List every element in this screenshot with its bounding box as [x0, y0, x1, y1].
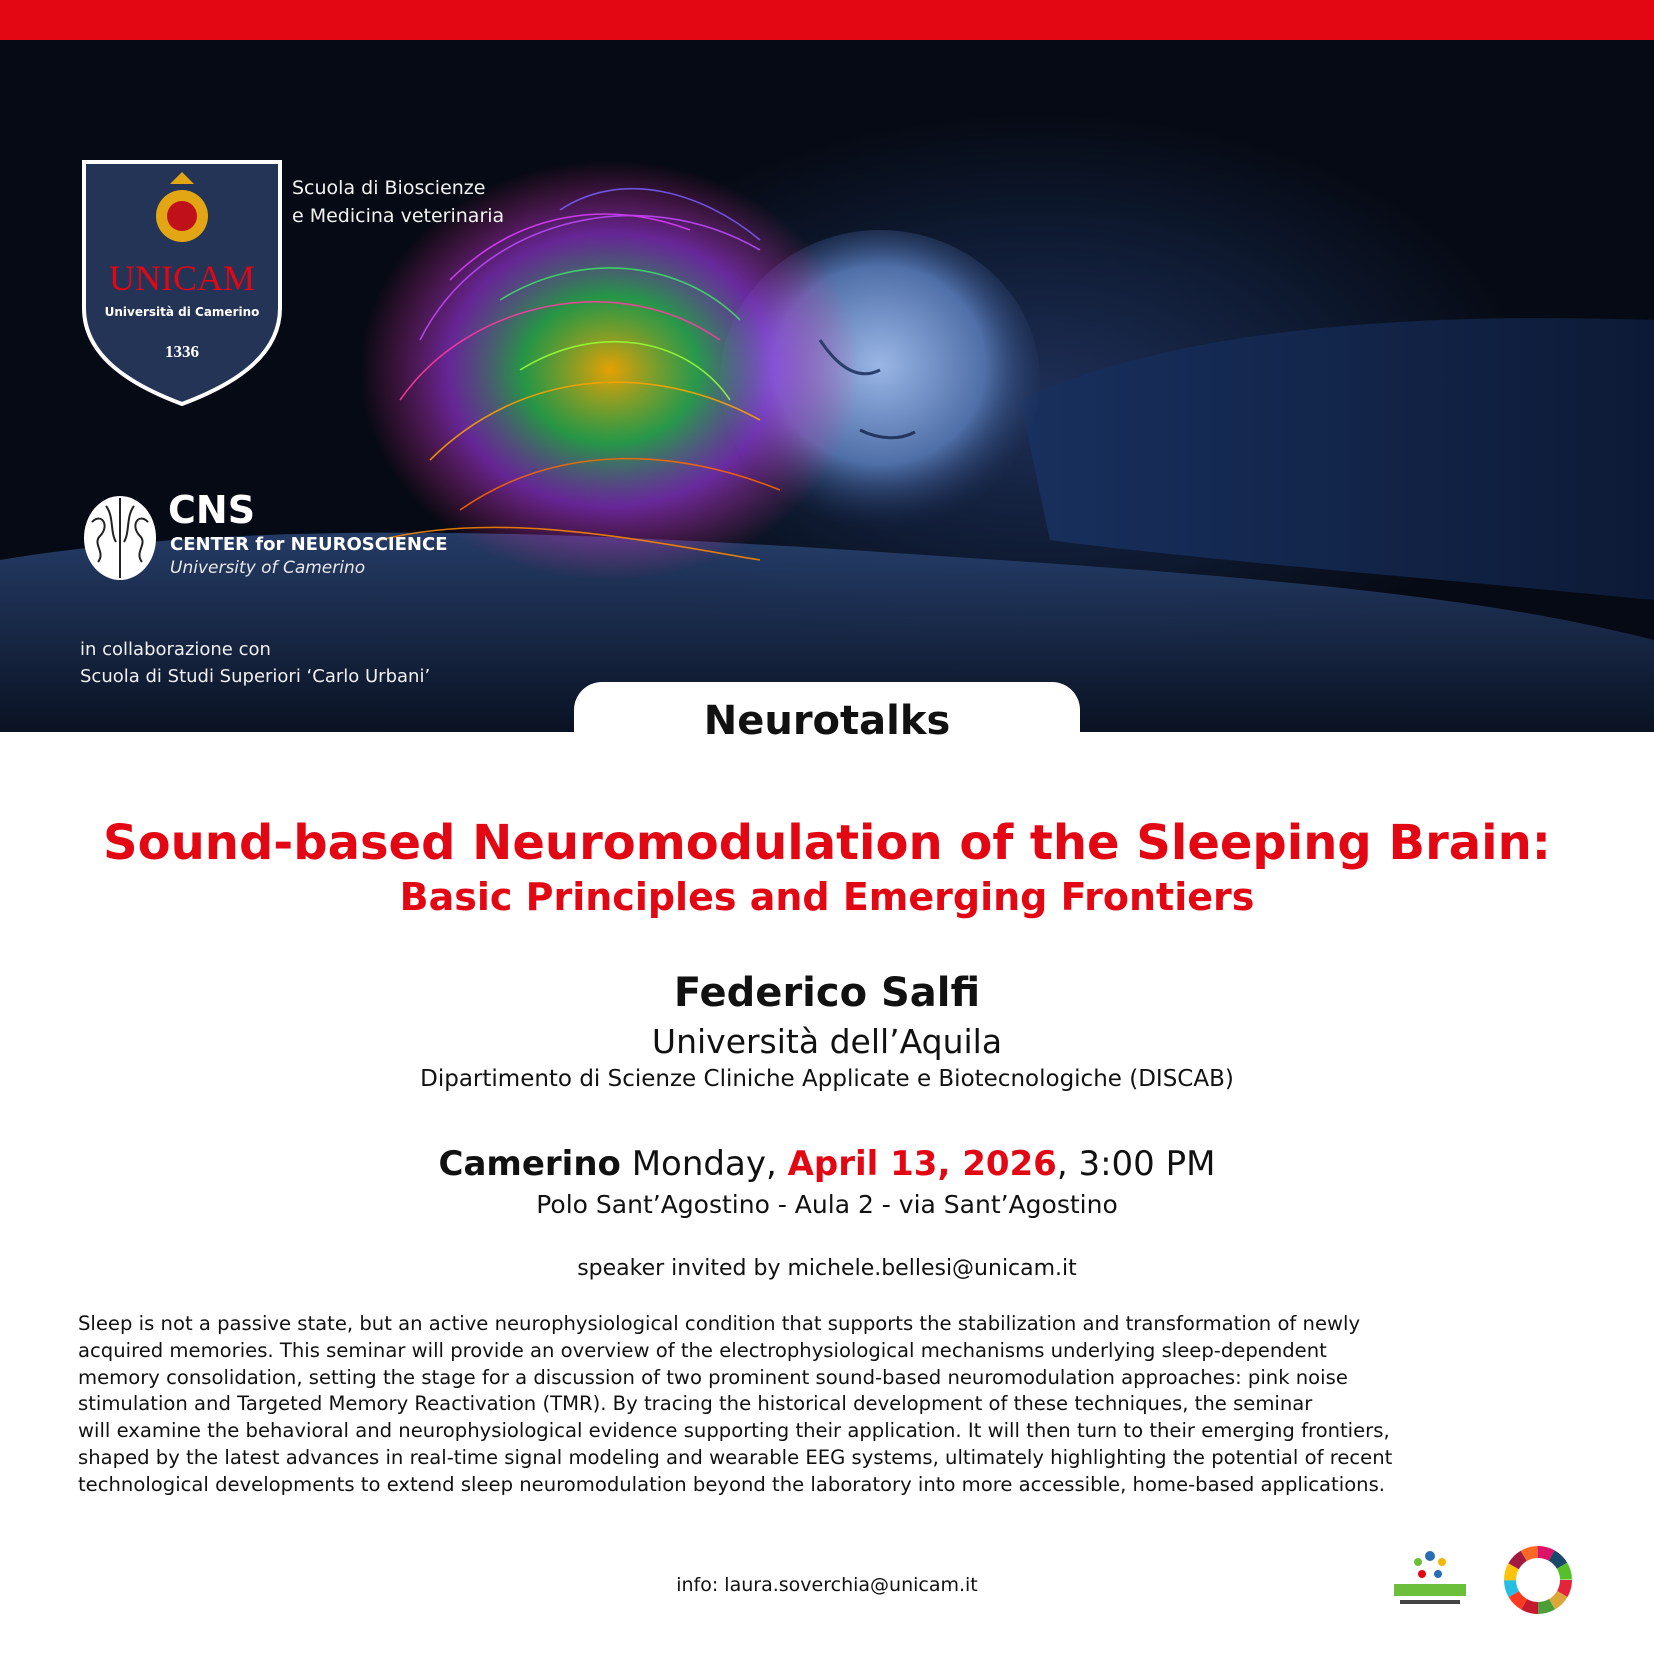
school-line-1: Scuola di Bioscienze	[292, 177, 486, 199]
cns-subtitle: CENTER for NEUROSCIENCE	[170, 534, 448, 555]
collaboration-line-2: Scuola di Studi Superiori ‘Carlo Urbani’	[80, 666, 431, 687]
event-location: Polo Sant’Agostino - Aula 2 - via Sant’Agostino	[536, 1190, 1118, 1219]
brain-icon	[80, 492, 160, 584]
cns-university: University of Camerino	[170, 558, 366, 578]
abstract-line: will examine the behavioral and neurophysiological evidence supporting their application. It will then turn to their emerging frontiers,	[78, 1419, 1390, 1443]
abstract-line: memory consolidation, setting the stage for a discussion of two prominent sound-based neuromodulation approaches: pink noise	[78, 1365, 1348, 1389]
event-datetime	[0, 1144, 1654, 1184]
series-label: Neurotalks	[703, 698, 951, 744]
speaker-name: Federico Salfi	[673, 970, 981, 1016]
cns-title: CNS	[168, 488, 256, 532]
event-city: Camerino	[438, 1144, 621, 1184]
abstract-line: Sleep is not a passive state, but an active neurophysiological condition that supports the stabilization and transformation of newly	[78, 1312, 1361, 1335]
abstract-line: shaped by the latest advances in real-time signal modeling and wearable EEG systems, ultimately highlighting the potential of recent	[78, 1445, 1393, 1469]
event-date: April 13, 2026	[787, 1144, 1057, 1184]
school-name	[292, 174, 504, 230]
abstract-line: acquired memories. This seminar will provide an overview of the electrophysiological mechanisms underlying sleep-dependent	[78, 1338, 1327, 1362]
kreativeu-logo	[1390, 1546, 1470, 1610]
invited-by: speaker invited by michele.bellesi@unicam.it	[577, 1256, 1077, 1281]
collaboration-line-1: in collaborazione con	[80, 639, 271, 660]
hero-banner	[0, 40, 1654, 732]
event-time: , 3:00 PM	[1056, 1144, 1216, 1184]
contact-info: info: laura.soverchia@unicam.it	[676, 1574, 978, 1596]
abstract	[78, 1311, 1578, 1499]
abstract-line: stimulation and Targeted Memory Reactivation (TMR). By tracing the historical development of these techniques, the seminar	[78, 1392, 1313, 1416]
talk-subtitle: Basic Principles and Emerging Frontiers	[399, 875, 1255, 919]
cns-logo	[80, 488, 450, 588]
event-weekday: Monday,	[631, 1144, 777, 1184]
unicam-logo-text: UNICAM	[108, 258, 256, 298]
abstract-line: technological developments to extend sleep neuromodulation beyond the laboratory into more accessible, home-based applications.	[78, 1472, 1386, 1496]
top-red-bar	[0, 0, 1654, 40]
collaboration-note	[80, 636, 430, 690]
speaker-department: Dipartimento di Scienze Cliniche Applicate e Biotecnologiche (DISCAB)	[420, 1066, 1234, 1092]
unicam-logo-subtitle: Università di Camerino	[104, 305, 260, 319]
sdg-wheel-logo	[1502, 1544, 1574, 1616]
unicam-shield-logo	[80, 158, 284, 408]
speaker-university: Università dell’Aquila	[651, 1022, 1003, 1061]
talk-title: Sound-based Neuromodulation of the Sleeping Brain:	[103, 815, 1551, 871]
unicam-logo-year: 1336	[165, 342, 199, 361]
school-line-2: e Medicina veterinaria	[292, 205, 505, 227]
